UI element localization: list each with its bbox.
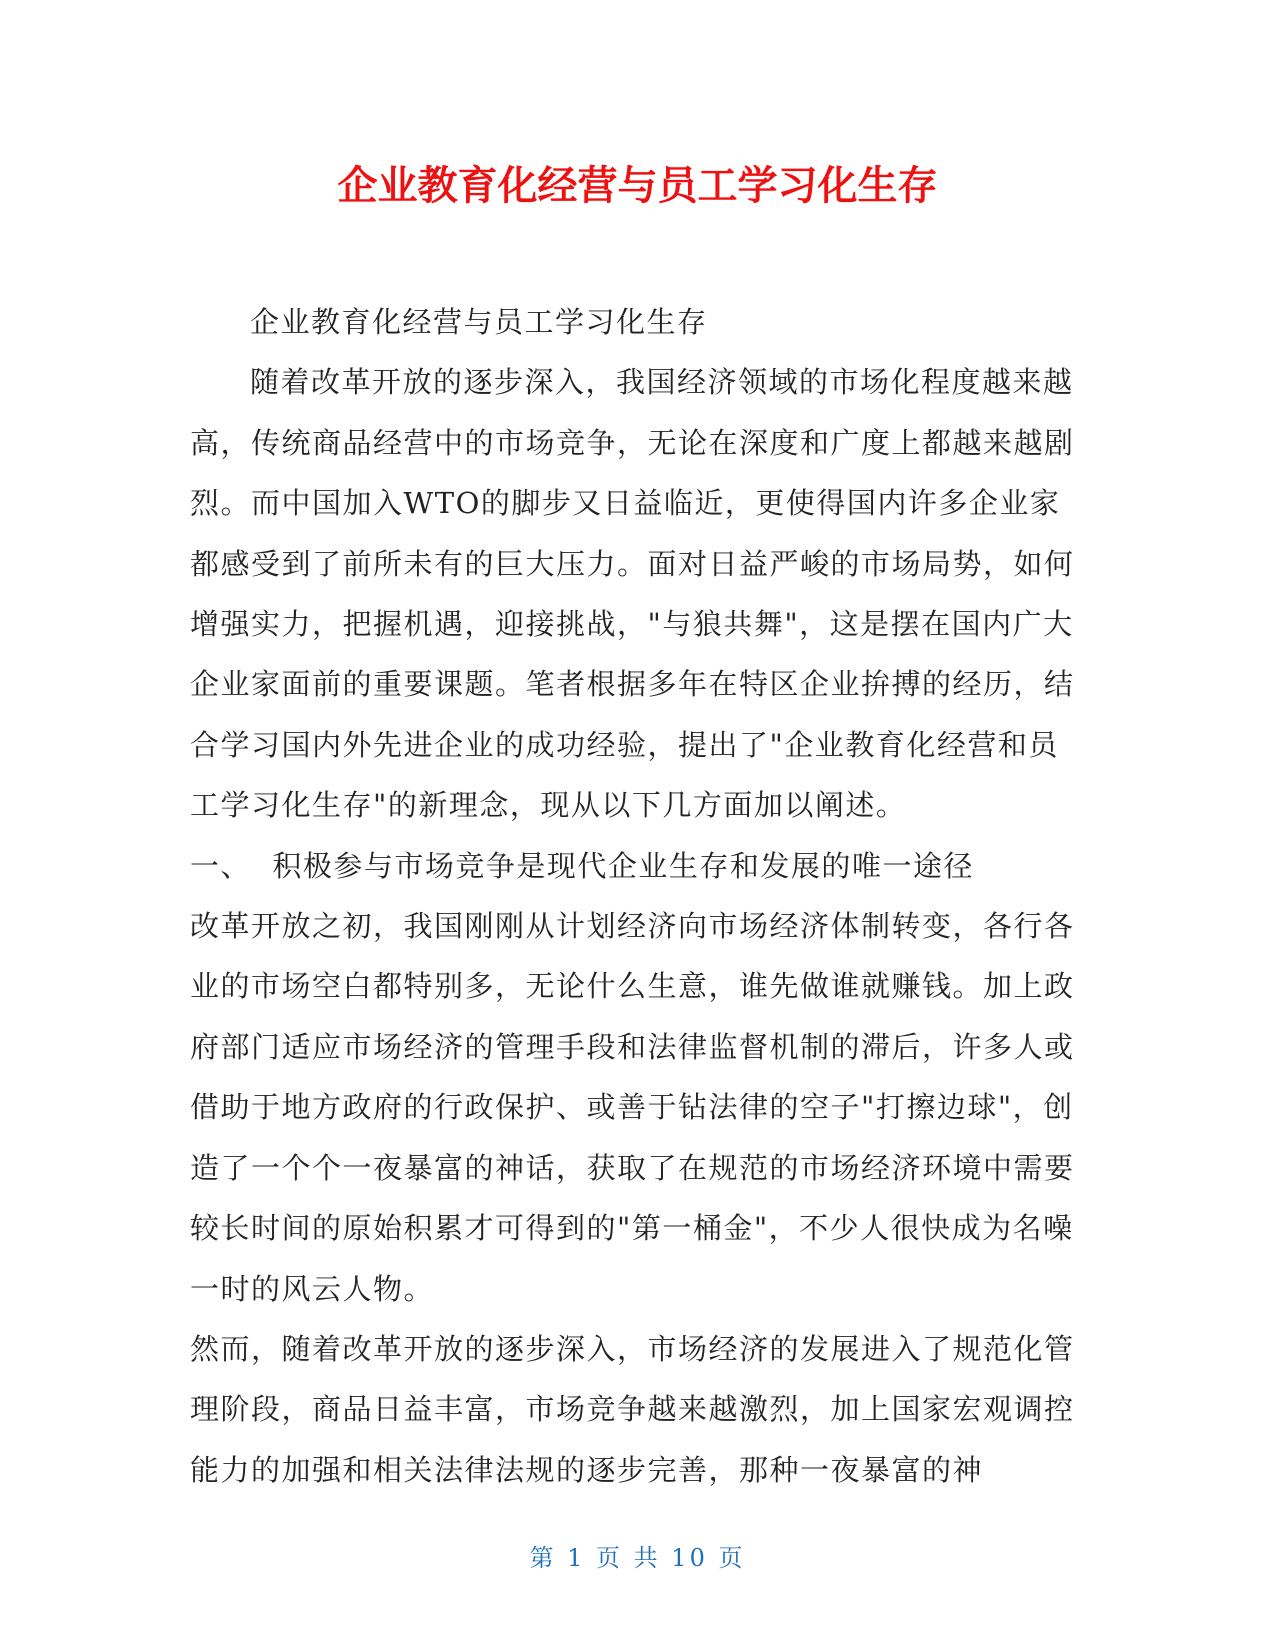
paragraph-section1-b: 然而，随着改革开放的逐步深入，市场经济的发展进入了规范化管理阶段，商品日益丰富，市场竞争越来越激烈，加上国家宏观调控能力的加强和相关法律法规的逐步完善，那种一夜暴富的神 [190,1331,1075,1487]
document-body [190,292,1080,1500]
subtitle-line: 企业教育化经营与员工学习化生存 [250,305,708,339]
page-number-footer: 第 1 页 共 10 页 [529,1544,746,1572]
paragraph-section1-a: 改革开放之初，我国刚刚从计划经济向市场经济体制转变，各行各业的市场空白都特别多，无论什么生意，谁先做谁就赚钱。加上政府部门适应市场经济的管理手段和法律监督机制的滞后，许多人或借助于地方政府的行政保护、或善于钻法律的空子"打擦边球"，创造了一个个一夜暴富的神话，获取了在规范的市场经济环境中需要较长时间的原始积累才可得到的"第一桶金"，不少人很快成为名噪一时的风云人物。 [190,909,1075,1306]
section-heading-1: 一、 积极参与市场竞争是现代企业生存和发展的唯一途径 [190,848,974,883]
document-title: 企业教育化经营与员工学习化生存 [337,163,938,209]
paragraph-intro: 随着改革开放的逐步深入，我国经济领域的市场化程度越来越高，传统商品经营中的市场竞争，无论在深度和广度上都越来越剧烈。而中国加入WTO的脚步又日益临近，更使得国内许多企业家都感受到了前所未有的巨大压力。面对日益严峻的市场局势，如何增强实力，把握机遇，迎接挑战，"与狼共舞"，这是摆在国内广大企业家面前的重要课题。笔者根据多年在特区企业拚搏的经历，结合学习国内外先进企业的成功经验，提出了"企业教育化经营和员工学习化生存"的新理念，现从以下几方面加以阐述。 [190,365,1075,823]
